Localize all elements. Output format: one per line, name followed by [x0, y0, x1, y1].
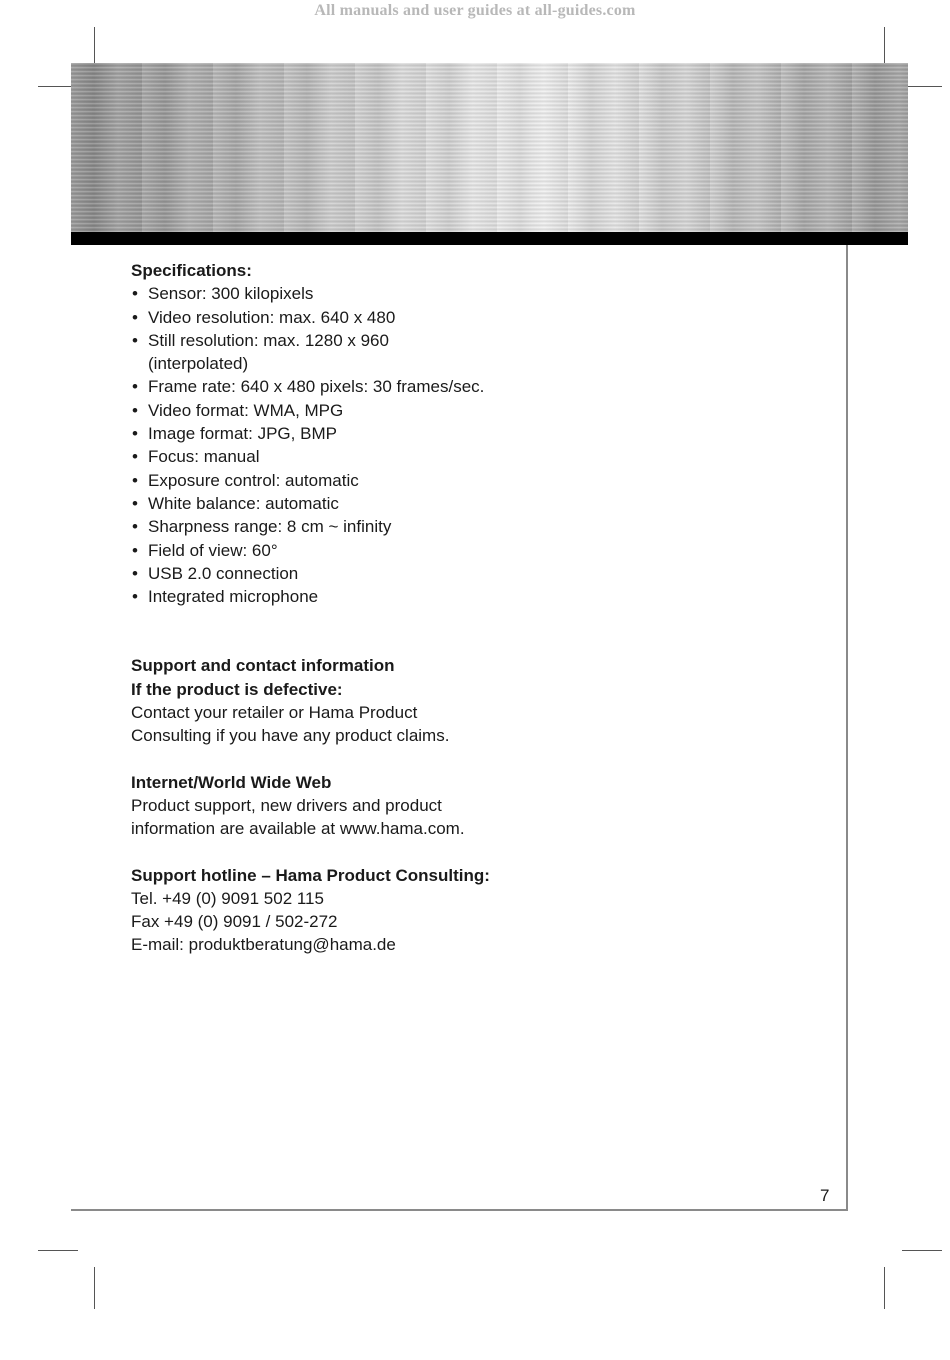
- spec-item-line: (interpolated): [148, 354, 249, 374]
- bottom-border-rule: [71, 1209, 848, 1211]
- spec-item: • Focus: manual: [131, 445, 691, 468]
- spec-item: • Exposure control: automatic: [131, 469, 691, 492]
- spec-item: • Field of view: 60°: [131, 539, 691, 562]
- page-number: 7: [820, 1186, 830, 1205]
- spec-item: • Integrated microphone: [131, 585, 691, 608]
- spec-item: • Video resolution: max. 640 x 480: [131, 306, 691, 329]
- spec-item: • Sensor: 300 kilopixels: [131, 282, 691, 305]
- banner-black-bar: [71, 232, 908, 245]
- support-heading: Support and contact information: [131, 656, 395, 676]
- spec-item: • Image format: JPG, BMP: [131, 422, 691, 445]
- crop-mark: [94, 1267, 95, 1309]
- spec-item: • Frame rate: 640 x 480 pixels: 30 frames/sec.: [131, 375, 691, 398]
- crop-mark: [884, 1267, 885, 1309]
- crop-mark: [38, 1250, 78, 1251]
- page-content: [131, 259, 691, 957]
- internet-text: information are available at www.hama.com.: [131, 819, 465, 839]
- specifications-list: [131, 282, 691, 608]
- right-border-rule: [846, 245, 848, 1211]
- defective-text: Consulting if you have any product claims.: [131, 726, 450, 746]
- spec-item: • White balance: automatic: [131, 492, 691, 515]
- hotline-tel: Tel. +49 (0) 9091 502 115: [131, 888, 324, 908]
- hotline-fax: Fax +49 (0) 9091 / 502-272: [131, 912, 338, 932]
- specifications-heading: Specifications:: [131, 261, 252, 280]
- spec-item-line: Still resolution: max. 1280 x 960: [148, 330, 389, 350]
- hotline-heading: Support hotline – Hama Product Consulting:: [131, 865, 490, 885]
- hotline-email: E-mail: produktberatung@hama.de: [131, 935, 396, 955]
- spec-item: • Video format: WMA, MPG: [131, 399, 691, 422]
- spec-item: • Sharpness range: 8 cm ~ infinity: [131, 515, 691, 538]
- spec-item: • USB 2.0 connection: [131, 562, 691, 585]
- crop-mark: [902, 86, 942, 87]
- brushed-metal-banner: [71, 63, 908, 233]
- crop-mark: [902, 1250, 942, 1251]
- defective-heading: If the product is defective:: [131, 679, 343, 699]
- internet-heading: Internet/World Wide Web: [131, 772, 332, 792]
- defective-text: Contact your retailer or Hama Product: [131, 703, 418, 723]
- internet-text: Product support, new drivers and product: [131, 795, 442, 815]
- watermark: All manuals and user guides at all-guides.com: [314, 2, 636, 19]
- spec-item: [131, 329, 691, 376]
